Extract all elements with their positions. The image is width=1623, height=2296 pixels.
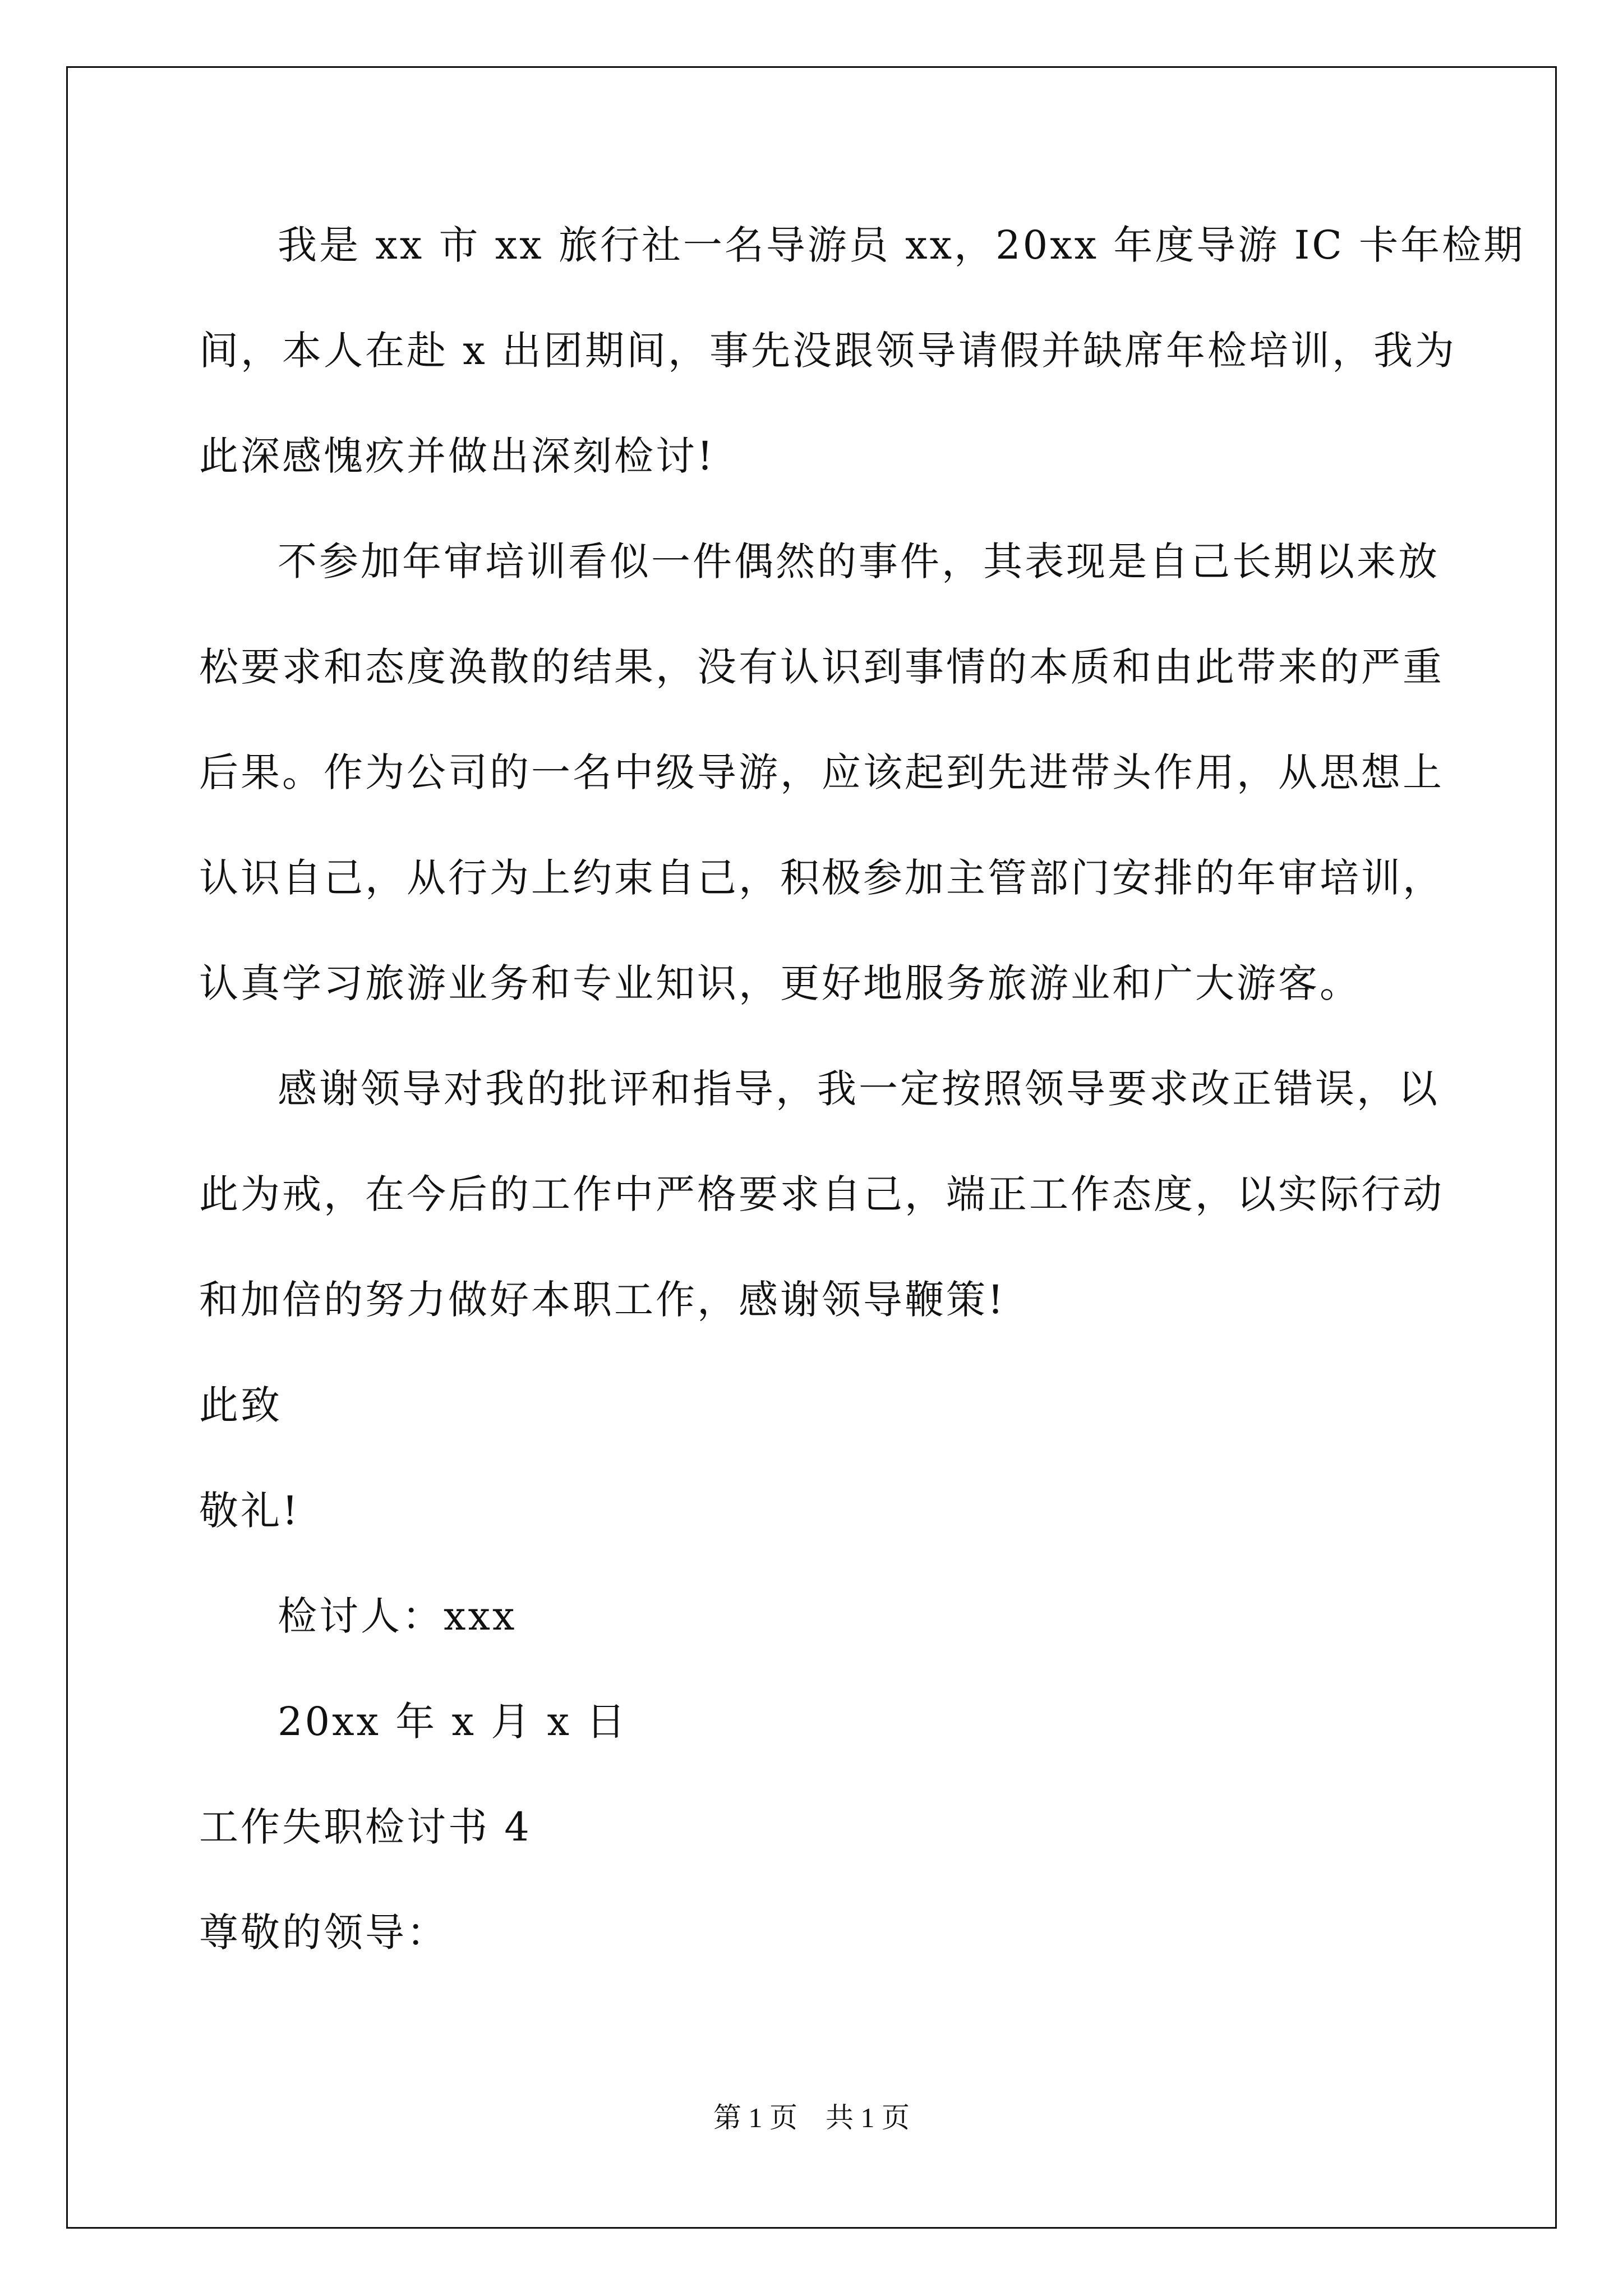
paragraph-2-line-4: 认识自己，从行为上约束自己，积极参加主管部门安排的年审培训，	[199, 855, 1444, 901]
salute-text: 敬礼!	[199, 1488, 301, 1534]
next-document-greeting: 尊敬的领导：	[199, 1910, 448, 1955]
page-footer: 第 1 页 共 1 页	[713, 2102, 910, 2133]
closing-text: 此致	[199, 1382, 282, 1428]
paragraph-1-line-3: 此深感愧疚并做出深刻检讨!	[199, 433, 716, 479]
paragraph-2-line-1: 不参加年审培训看似一件偶然的事件，其表现是自己长期以来放	[278, 539, 1440, 585]
paragraph-1-line-1: 我是 xx 市 xx 旅行社一名导游员 xx，20xx 年度导游 IC 卡年检期	[278, 222, 1525, 268]
page-border	[66, 66, 1557, 2229]
date-text: 20xx 年 x 月 x 日	[278, 1699, 628, 1745]
paragraph-3-line-1: 感谢领导对我的批评和指导，我一定按照领导要求改正错误，以	[278, 1066, 1440, 1112]
next-document-title: 工作失职检讨书 4	[199, 1804, 532, 1850]
paragraph-2-line-3: 后果。作为公司的一名中级导游，应该起到先进带头作用，从思想上	[199, 749, 1444, 795]
signer-text: 检讨人：xxx	[278, 1593, 517, 1639]
paragraph-2-line-2: 松要求和态度涣散的结果，没有认识到事情的本质和由此带来的严重	[199, 644, 1444, 690]
paragraph-3-line-3: 和加倍的努力做好本职工作，感谢领导鞭策!	[199, 1277, 1006, 1323]
paragraph-3-line-2: 此为戒，在今后的工作中严格要求自己，端正工作态度，以实际行动	[199, 1171, 1444, 1217]
paragraph-2-line-5: 认真学习旅游业务和专业知识，更好地服务旅游业和广大游客。	[199, 960, 1361, 1006]
paragraph-1-line-2: 间，本人在赴 x 出团期间，事先没跟领导请假并缺席年检培训，我为	[199, 328, 1456, 374]
